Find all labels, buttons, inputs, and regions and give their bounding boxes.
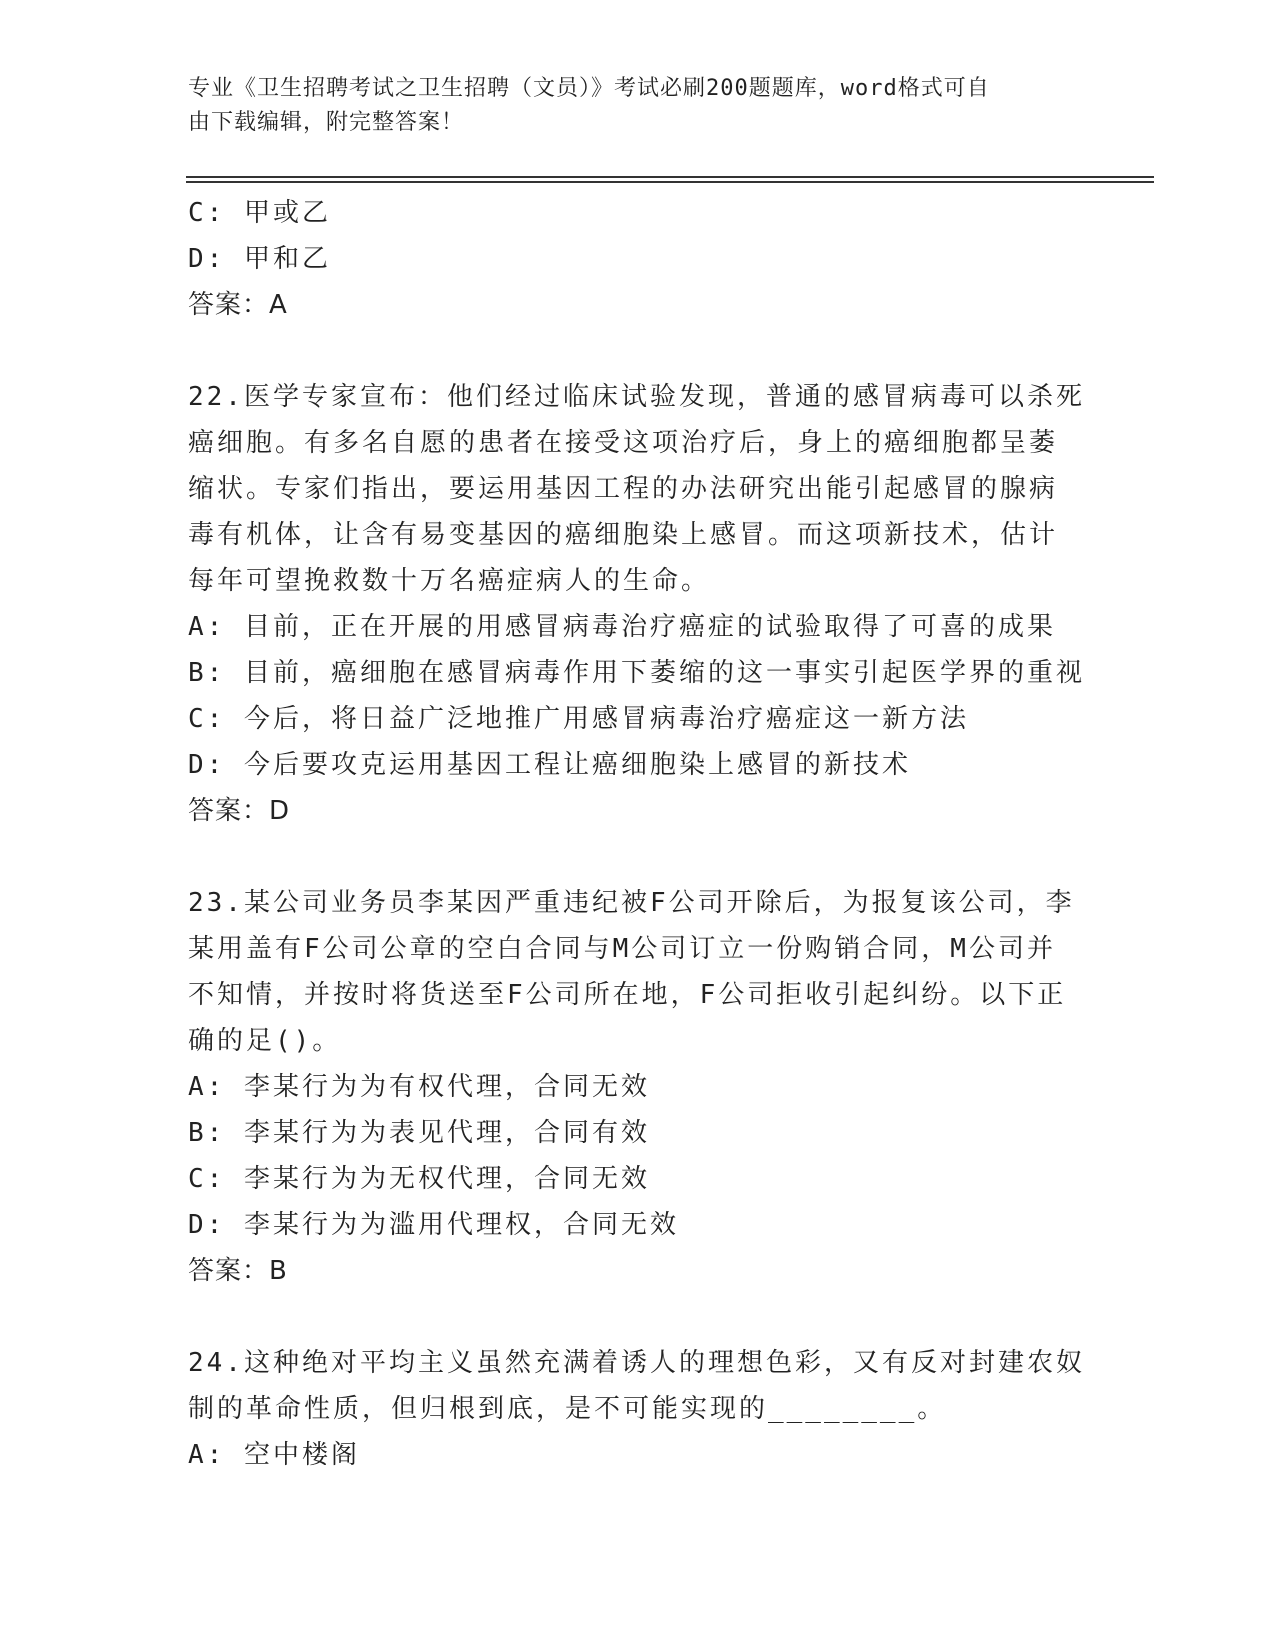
question-text-line: 某用盖有F公司公章的空白合同与M公司订立一份购销合同，M公司并	[188, 934, 1056, 964]
option-b: B: 李某行为为表见代理，合同有效	[188, 1118, 650, 1148]
question-text-line: 24.这种绝对平均主义虽然充满着诱人的理想色彩，又有反对封建农奴	[188, 1348, 1085, 1378]
option-b: B: 目前，癌细胞在感冒病毒作用下萎缩的这一事实引起医学界的重视	[188, 658, 1085, 688]
option-d: D: 甲和乙	[188, 244, 331, 274]
spacer	[188, 834, 1088, 880]
header-divider-top	[186, 176, 1154, 178]
option-c: C: 今后，将日益广泛地推广用感冒病毒治疗癌症这一新方法	[188, 704, 969, 734]
question-block-22	[188, 374, 1088, 834]
header-line-1: 专业《卫生招聘考试之卫生招聘（文员）》考试必刷200题题库，word格式可自	[188, 76, 990, 101]
answer-line: 答案：A	[188, 290, 288, 320]
question-text-line: 确的足()。	[188, 1026, 342, 1056]
spacer	[188, 328, 1088, 374]
header-line-2: 由下载编辑，附完整答案！	[188, 110, 465, 135]
question-text-line: 毒有机体，让含有易变基因的癌细胞染上感冒。而这项新技术，估计	[188, 520, 1059, 550]
header-divider-bottom	[186, 181, 1154, 183]
question-block-24	[188, 1340, 1088, 1478]
answer-line: 答案：D	[188, 796, 291, 826]
spacer	[188, 1294, 1088, 1340]
question-text-line: 每年可望挽救数十万名癌症病人的生命。	[188, 566, 711, 596]
question-block-21	[188, 190, 1088, 328]
question-text-line: 缩状。专家们指出，要运用基因工程的办法研究出能引起感冒的腺病	[188, 474, 1059, 504]
option-a: A: 李某行为为有权代理，合同无效	[188, 1072, 650, 1102]
option-d: D: 李某行为为滥用代理权，合同无效	[188, 1210, 679, 1240]
question-block-23	[188, 880, 1088, 1294]
answer-line: 答案：B	[188, 1256, 288, 1286]
option-c: C: 李某行为为无权代理，合同无效	[188, 1164, 650, 1194]
question-text-line: 癌细胞。有多名自愿的患者在接受这项治疗后，身上的癌细胞都呈萎	[188, 428, 1059, 458]
option-d: D: 今后要攻克运用基因工程让癌细胞染上感冒的新技术	[188, 750, 911, 780]
question-list	[188, 190, 1088, 1478]
option-a: A: 空中楼阁	[188, 1440, 360, 1470]
question-text-line: 23.某公司业务员李某因严重违纪被F公司开除后，为报复该公司，李	[188, 888, 1075, 918]
option-a: A: 目前，正在开展的用感冒病毒治疗癌症的试验取得了可喜的成果	[188, 612, 1056, 642]
question-text-line: 制的革命性质，但归根到底，是不可能实现的________。	[188, 1394, 947, 1424]
option-c: C: 甲或乙	[188, 198, 331, 228]
question-text-line: 不知情，并按时将货送至F公司所在地，F公司拒收引起纠纷。以下正	[188, 980, 1067, 1010]
question-text-line: 22.医学专家宣布：他们经过临床试验发现，普通的感冒病毒可以杀死	[188, 382, 1085, 412]
page-header	[188, 72, 1068, 140]
